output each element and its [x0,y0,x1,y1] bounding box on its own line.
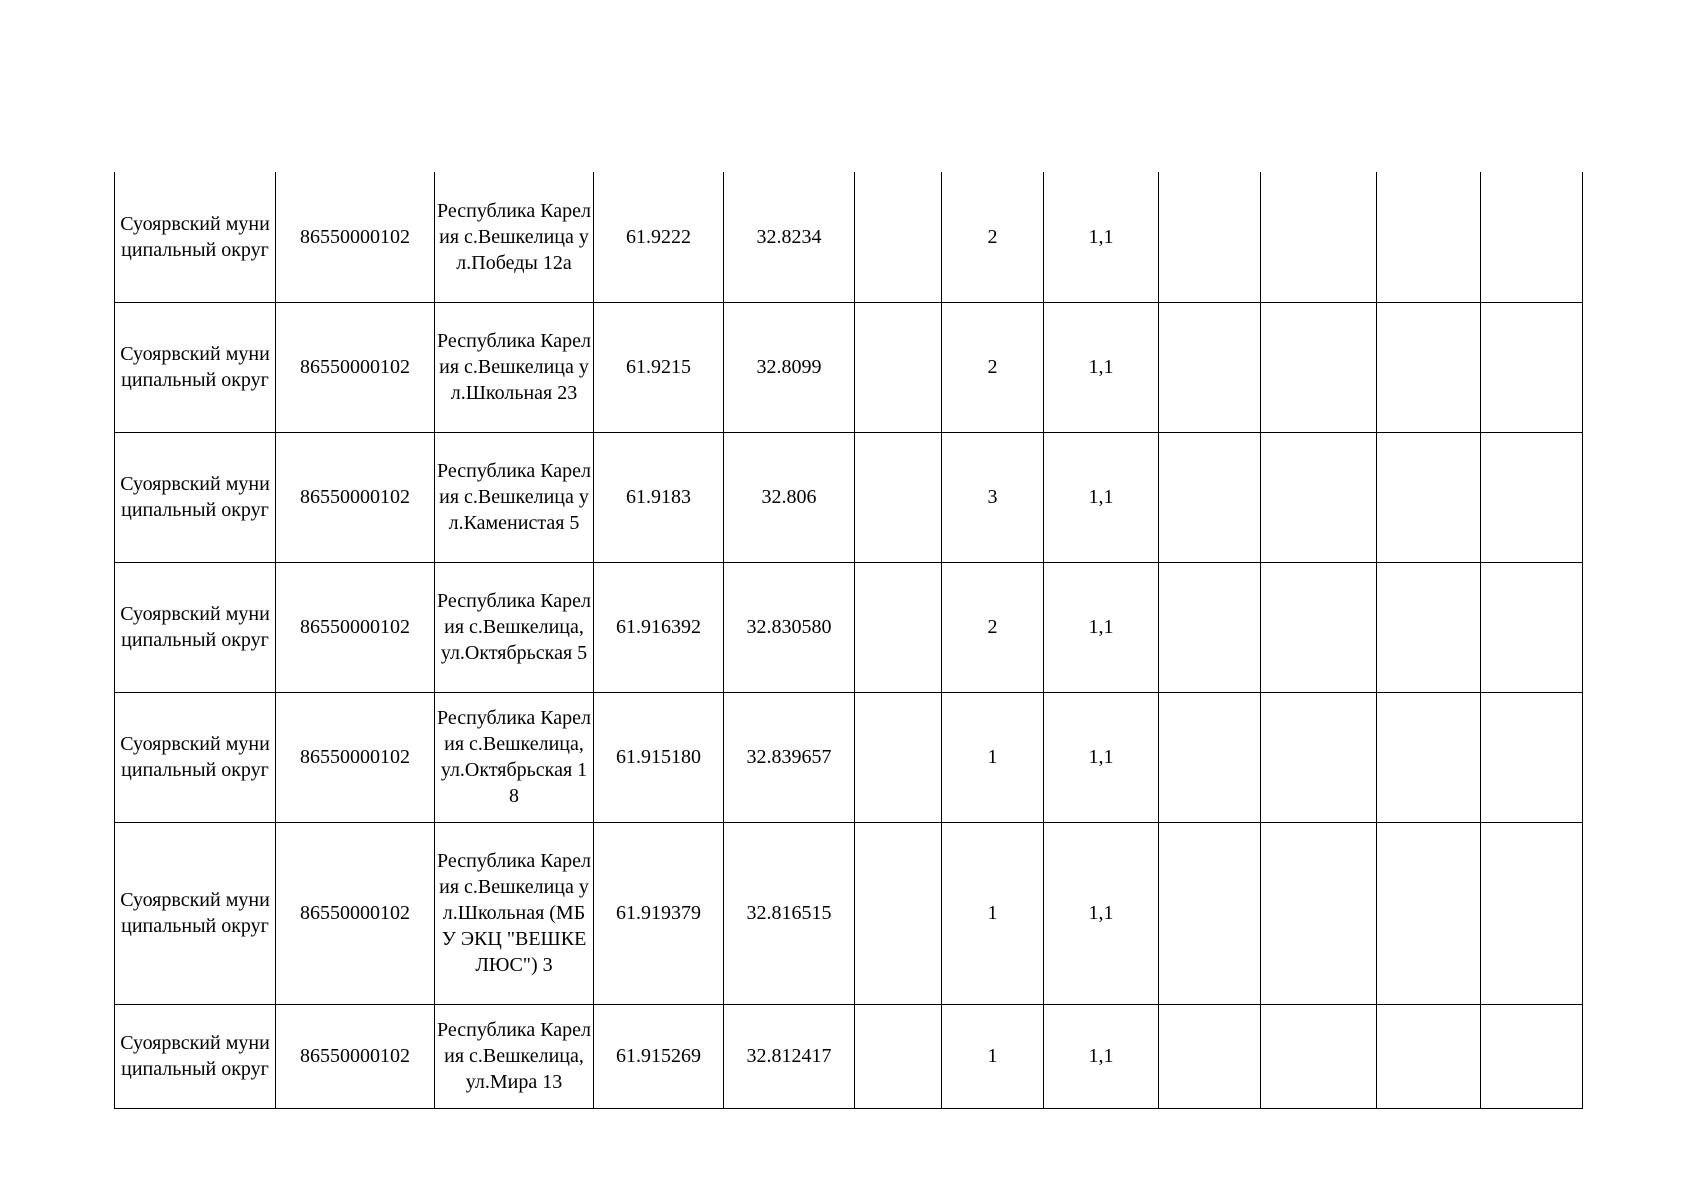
empty-cell [1377,302,1481,432]
oktmo-cell: 86550000102 [276,172,435,302]
district-cell: Суоярвский муниципальный округ [115,692,276,822]
container-count-cell: 3 [942,432,1044,562]
empty-cell [855,432,942,562]
longitude-cell: 32.8234 [724,172,855,302]
empty-cell [1377,172,1481,302]
empty-cell [1481,432,1583,562]
latitude-cell: 61.9183 [594,432,724,562]
oktmo-cell: 86550000102 [276,692,435,822]
longitude-cell: 32.812417 [724,1004,855,1108]
empty-cell [1377,1004,1481,1108]
container-count-cell: 1 [942,692,1044,822]
address-cell: Республика Карелия с.Вешкелица ул.Каменистая 5 [435,432,594,562]
longitude-cell: 32.830580 [724,562,855,692]
table-row [115,822,1583,1004]
longitude-cell: 32.8099 [724,302,855,432]
empty-cell [855,692,942,822]
longitude-cell: 32.839657 [724,692,855,822]
container-volume-cell: 1,1 [1044,692,1159,822]
table-row [115,172,1583,302]
empty-cell [855,822,942,1004]
empty-cell [1159,1004,1261,1108]
empty-cell [1481,302,1583,432]
address-cell: Республика Карелия с.Вешкелица ул.Победы 12а [435,172,594,302]
empty-cell [1481,822,1583,1004]
address-cell: Республика Карелия с.Вешкелица, ул.Октябрьская 18 [435,692,594,822]
table-row [115,692,1583,822]
empty-cell [855,1004,942,1108]
empty-cell [1261,432,1377,562]
latitude-cell: 61.9215 [594,302,724,432]
address-cell: Республика Карелия с.Вешкелица ул.Школьная (МБУ ЭКЦ "ВЕШКЕЛЮС") 3 [435,822,594,1004]
container-count-cell: 2 [942,302,1044,432]
container-sites-table [114,172,1583,1109]
empty-cell [1159,302,1261,432]
container-volume-cell: 1,1 [1044,1004,1159,1108]
empty-cell [1261,692,1377,822]
empty-cell [855,172,942,302]
latitude-cell: 61.915269 [594,1004,724,1108]
empty-cell [1261,172,1377,302]
empty-cell [1481,1004,1583,1108]
latitude-cell: 61.916392 [594,562,724,692]
empty-cell [1377,562,1481,692]
container-volume-cell: 1,1 [1044,302,1159,432]
table-row [115,302,1583,432]
empty-cell [1261,302,1377,432]
empty-cell [1377,432,1481,562]
latitude-cell: 61.919379 [594,822,724,1004]
empty-cell [1481,562,1583,692]
container-volume-cell: 1,1 [1044,432,1159,562]
latitude-cell: 61.915180 [594,692,724,822]
address-cell: Республика Карелия с.Вешкелица ул.Школьная 23 [435,302,594,432]
empty-cell [1481,172,1583,302]
container-count-cell: 1 [942,822,1044,1004]
oktmo-cell: 86550000102 [276,562,435,692]
empty-cell [1261,562,1377,692]
empty-cell [1159,562,1261,692]
oktmo-cell: 86550000102 [276,822,435,1004]
table-row [115,432,1583,562]
district-cell: Суоярвский муниципальный округ [115,1004,276,1108]
latitude-cell: 61.9222 [594,172,724,302]
district-cell: Суоярвский муниципальный округ [115,432,276,562]
district-cell: Суоярвский муниципальный округ [115,172,276,302]
empty-cell [855,302,942,432]
container-count-cell: 2 [942,172,1044,302]
oktmo-cell: 86550000102 [276,432,435,562]
container-volume-cell: 1,1 [1044,562,1159,692]
empty-cell [1159,692,1261,822]
empty-cell [1261,822,1377,1004]
container-count-cell: 2 [942,562,1044,692]
table-row [115,1004,1583,1108]
empty-cell [1481,692,1583,822]
longitude-cell: 32.816515 [724,822,855,1004]
district-cell: Суоярвский муниципальный округ [115,562,276,692]
empty-cell [1261,1004,1377,1108]
empty-cell [1159,172,1261,302]
container-count-cell: 1 [942,1004,1044,1108]
district-cell: Суоярвский муниципальный округ [115,822,276,1004]
container-volume-cell: 1,1 [1044,822,1159,1004]
oktmo-cell: 86550000102 [276,1004,435,1108]
empty-cell [1159,432,1261,562]
table-row [115,562,1583,692]
empty-cell [1377,692,1481,822]
oktmo-cell: 86550000102 [276,302,435,432]
empty-cell [1377,822,1481,1004]
empty-cell [1159,822,1261,1004]
district-cell: Суоярвский муниципальный округ [115,302,276,432]
longitude-cell: 32.806 [724,432,855,562]
address-cell: Республика Карелия с.Вешкелица, ул.Октябрьская 5 [435,562,594,692]
address-cell: Республика Карелия с.Вешкелица, ул.Мира 13 [435,1004,594,1108]
empty-cell [855,562,942,692]
container-volume-cell: 1,1 [1044,172,1159,302]
